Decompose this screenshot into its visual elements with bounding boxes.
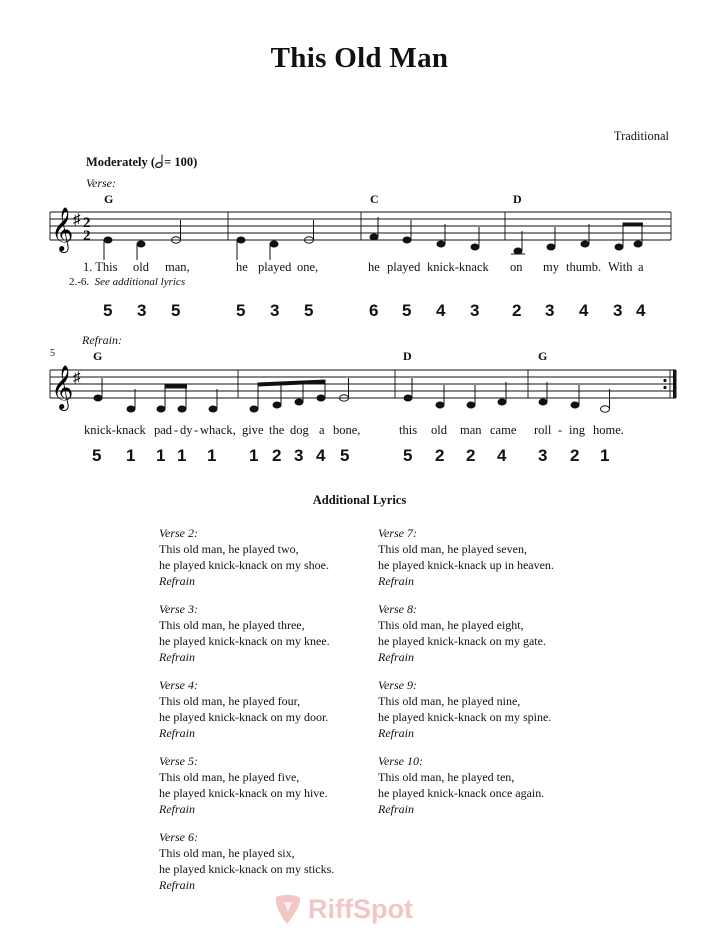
harmonica-hole: 3 [137, 301, 147, 320]
verse-block [378, 525, 554, 589]
verse-line: This old man, he played eight, [378, 618, 524, 632]
harmonica-hole: 4 [579, 301, 589, 320]
lyric-syllable: bone, [333, 423, 361, 437]
tempo-marking [86, 154, 197, 170]
harmonica-hole: 3 [538, 446, 548, 465]
half-note-head [601, 406, 610, 412]
verse-line: he played knick-knack on my spine. [378, 710, 552, 724]
chord-symbol: D [513, 192, 522, 206]
verse-label: Verse: [86, 176, 116, 190]
verse-line: he played knick-knack up in heaven. [378, 558, 554, 572]
verse-line: he played knick-knack on my gate. [378, 634, 546, 648]
harmonica-hole: 2 [272, 446, 282, 465]
note-head [404, 395, 412, 401]
riffspot-watermark [272, 892, 452, 928]
treble-clef-icon: 𝄞 [51, 367, 74, 409]
lyric-syllable: old [133, 260, 149, 274]
lyric-syllable: pad [154, 423, 173, 437]
verse-label: Verse 9: [378, 678, 417, 692]
harmonica-hole: 2 [512, 301, 522, 320]
harmonica-hole: 5 [171, 301, 181, 320]
harmonica-hole: 3 [545, 301, 555, 320]
verse-line: he played knick-knack once again. [378, 786, 545, 800]
note-head [403, 237, 411, 243]
lyric-syllable: roll [534, 423, 552, 437]
verse-line: he played knick-knack on my door. [159, 710, 329, 724]
verse-line: This old man, he played three, [159, 618, 305, 632]
note-head [467, 402, 475, 408]
note-head [178, 406, 186, 412]
lyric-syllable: old [431, 423, 447, 437]
verse-line: This old man, he played five, [159, 770, 300, 784]
final-barline [673, 370, 677, 398]
lyric-syllable: dog [290, 423, 309, 437]
harmonica-hole: 2 [435, 446, 445, 465]
chord-symbol: D [403, 349, 412, 363]
lyric-syllable: he [368, 260, 380, 274]
harmonica-hole: 6 [369, 301, 379, 320]
verse-block [159, 829, 334, 893]
harmonica-hole: 3 [613, 301, 623, 320]
harmonica-hole: 3 [294, 446, 304, 465]
lyric-syllable: this [399, 423, 418, 437]
harmonica-hole: 4 [436, 301, 446, 320]
beam [623, 223, 643, 226]
note-head [273, 402, 281, 408]
lyric-syllable: man, [165, 260, 190, 274]
sharp-key-signature: ♯ [73, 212, 81, 228]
harmonica-hole: 1 [600, 446, 610, 465]
lyric-syllable: whack, [200, 423, 236, 437]
composer: Traditional [613, 129, 669, 143]
beam [165, 385, 187, 388]
lyric-syllable: played [258, 260, 292, 274]
harmonica-hole: 1 [126, 446, 136, 465]
time-sig-top: 2 [83, 215, 91, 231]
verse-line: he played knick-knack on my sticks. [159, 862, 335, 876]
verse-block [378, 753, 544, 817]
note-head [295, 399, 303, 405]
note-head [437, 241, 445, 247]
note-head [436, 402, 444, 408]
lyric-syllable: - [174, 423, 179, 437]
harmonica-hole: 1 [156, 446, 166, 465]
harmonica-hole: 5 [403, 446, 413, 465]
verse-label: Verse 7: [378, 526, 417, 540]
lyric-syllable: played [387, 260, 421, 274]
lyric-syllable: home. [593, 423, 624, 437]
verse-line: This old man, he played seven, [378, 542, 527, 556]
tempo-label: Moderately [86, 155, 148, 169]
note-head [634, 241, 642, 247]
lyric-syllable: give [242, 423, 264, 437]
verse-note-prefix: 2.-6. [69, 276, 90, 288]
verse-line: he played knick-knack on my hive. [159, 786, 328, 800]
repeat-dot [663, 386, 666, 389]
harmonica-hole: 4 [497, 446, 507, 465]
measure-number: 5 [50, 348, 55, 359]
refrain-label: Refrain: [82, 333, 122, 347]
verse-block [159, 601, 330, 665]
chord-symbol: G [93, 349, 103, 363]
note-head [571, 402, 579, 408]
verse-line: This old man, he played ten, [378, 770, 515, 784]
chord-symbol: G [104, 192, 114, 206]
verse-label: Verse 3: [159, 602, 198, 616]
refrain-cue: Refrain [159, 650, 195, 664]
harmonica-hole: 5 [304, 301, 314, 320]
lyric-syllable: thumb. [566, 260, 602, 274]
harmonica-hole: 5 [402, 301, 412, 320]
verse-block [159, 677, 328, 741]
verse-label: Verse 8: [378, 602, 417, 616]
lyric-syllable: he [236, 260, 248, 274]
verse-label: Verse 10: [378, 754, 423, 768]
verse-label: Verse 4: [159, 678, 198, 692]
note-head [370, 234, 378, 240]
verse-block [159, 753, 328, 817]
note-head [94, 395, 102, 401]
lyric-syllable: dy [180, 423, 193, 437]
verse-label: Verse 6: [159, 830, 198, 844]
harmonica-hole: 3 [270, 301, 280, 320]
chord-symbol: C [370, 192, 379, 206]
verse-block [378, 601, 546, 665]
chord-symbol: G [538, 349, 548, 363]
refrain-cue: Refrain [159, 878, 195, 892]
verse-line: he played knick-knack on my knee. [159, 634, 330, 648]
lyric-syllable: knick-knack [84, 423, 146, 437]
harmonica-hole: 1 [207, 446, 217, 465]
refrain-cue: Refrain [159, 802, 195, 816]
verse-line: This old man, he played six, [159, 846, 295, 860]
beam [258, 380, 325, 386]
harmonica-hole: 5 [340, 446, 350, 465]
harmonica-hole: 5 [103, 301, 113, 320]
note-head [615, 244, 623, 250]
harmonica-hole: 1 [177, 446, 187, 465]
lyric-syllable: 1. This [83, 260, 118, 274]
half-note-icon [155, 154, 164, 168]
note-head [250, 406, 258, 412]
refrain-cue: Refrain [378, 574, 414, 588]
verse-note [69, 276, 185, 288]
lyric-syllable: on [510, 260, 523, 274]
music-staff-refrain [0, 360, 719, 420]
repeat-dot [663, 379, 666, 382]
song-title: This Old Man [270, 42, 449, 74]
lyric-syllable: - [194, 423, 199, 437]
note-head [547, 244, 555, 250]
lyric-syllable: one, [297, 260, 319, 274]
note-head [270, 241, 278, 247]
tempo-paren-open: ( [150, 155, 156, 169]
lyric-syllable: the [269, 423, 285, 437]
note-head [539, 399, 547, 405]
harmonica-hole: 4 [636, 301, 646, 320]
verse-block [378, 677, 551, 741]
refrain-cue: Refrain [159, 726, 195, 740]
harmonica-hole: 1 [249, 446, 259, 465]
treble-clef-icon: 𝄞 [51, 209, 74, 251]
refrain-cue: Refrain [378, 650, 414, 664]
note-head [581, 241, 589, 247]
lyric-syllable: my [543, 260, 559, 274]
note-head [137, 241, 145, 247]
verse-label: Verse 2: [159, 526, 198, 540]
verse-line: he played knick-knack on my shoe. [159, 558, 329, 572]
verse-line: This old man, he played nine, [378, 694, 521, 708]
harmonica-hole: 5 [92, 446, 102, 465]
note-head [157, 406, 165, 412]
verse-block [159, 525, 329, 589]
harmonica-hole: 2 [570, 446, 580, 465]
watermark-text: RiffSpot [308, 894, 413, 924]
verse-label: Verse 5: [159, 754, 198, 768]
harmonica-hole: 5 [236, 301, 246, 320]
additional-lyrics-heading: Additional Lyrics [312, 493, 407, 507]
verse-line: This old man, he played four, [159, 694, 301, 708]
note-head [471, 244, 479, 250]
time-sig-bottom: 2 [83, 228, 91, 244]
note-head [104, 237, 112, 243]
lyric-syllable: a [638, 260, 644, 274]
verse-line: This old man, he played two, [159, 542, 299, 556]
note-head [209, 406, 217, 412]
lyric-syllable: man [460, 423, 482, 437]
harmonica-hole: 3 [470, 301, 480, 320]
note-head [514, 248, 522, 254]
lyric-syllable: ing [569, 423, 585, 437]
harmonica-hole: 4 [316, 446, 326, 465]
music-staff-verse [0, 200, 719, 260]
refrain-cue: Refrain [159, 574, 195, 588]
tempo-paren-close: ) [193, 155, 198, 169]
refrain-cue: Refrain [378, 802, 414, 816]
refrain-cue: Refrain [378, 726, 414, 740]
harmonica-hole: 2 [466, 446, 476, 465]
tempo-value: = 100 [164, 155, 194, 169]
lyric-syllable: a [319, 423, 325, 437]
lyric-syllable: knick-knack [427, 260, 489, 274]
lyric-syllable: came [490, 423, 517, 437]
note-head [498, 399, 506, 405]
verse-note-text: See additional lyrics [94, 276, 186, 288]
note-head [317, 395, 325, 401]
note-head [237, 237, 245, 243]
lyric-syllable: With [608, 260, 633, 274]
sharp-key-signature: ♯ [73, 370, 81, 386]
note-head [127, 406, 135, 412]
lyric-syllable: - [558, 423, 563, 437]
